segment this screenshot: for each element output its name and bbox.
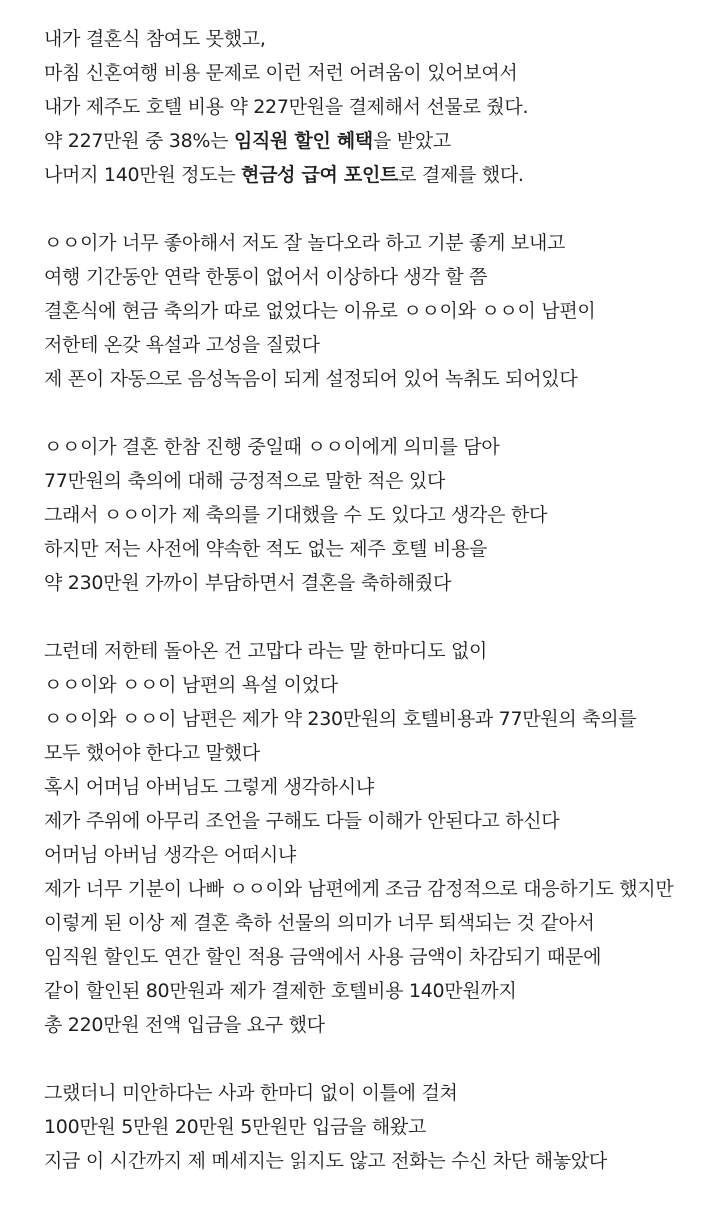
text-line <box>44 1144 712 1178</box>
text-segment: 제가 너무 기분이 나빠 ㅇㅇ이와 남편에게 조금 감정적으로 대응하기도 했지만 <box>44 878 674 900</box>
text-segment: 같이 할인된 80만원과 제가 결제한 호텔비용 140만원까지 <box>44 980 517 1002</box>
text-line <box>44 430 712 464</box>
text-line <box>44 328 712 362</box>
text-segment: 100만원 5만원 20만원 5만원만 입금을 해왔고 <box>44 1116 427 1138</box>
emphasized-text: 현금성 급여 포인트 <box>241 164 399 186</box>
text-line <box>44 974 712 1008</box>
text-segment: 이렇게 된 이상 제 결혼 축하 선물의 의미가 너무 퇴색되는 것 같아서 <box>44 912 595 934</box>
text-segment: ㅇㅇ이와 ㅇㅇ이 남편은 제가 약 230만원의 호텔비용과 77만원의 축의를 <box>44 708 637 730</box>
text-segment: 제 폰이 자동으로 음성녹음이 되게 설정되어 있어 녹취도 되어있다 <box>44 368 578 390</box>
text-segment: 내가 제주도 호텔 비용 약 227만원을 결제해서 선물로 줬다. <box>44 96 529 118</box>
text-line <box>44 702 712 736</box>
text-line <box>44 1008 712 1042</box>
text-segment: 로 결제를 했다. <box>398 164 524 186</box>
text-line <box>44 1076 712 1110</box>
text-segment: ㅇㅇ이와 ㅇㅇ이 남편의 욕설 이었다 <box>44 674 338 696</box>
text-segment: ㅇㅇ이가 결혼 한참 진행 중일때 ㅇㅇ이에게 의미를 담아 <box>44 436 500 458</box>
text-line <box>44 532 712 566</box>
text-segment: 지금 이 시간까지 제 메세지는 읽지도 않고 전화는 수신 차단 해놓았다 <box>44 1150 607 1172</box>
paragraph <box>44 1076 712 1178</box>
emphasized-text: 임직원 할인 혜택 <box>233 130 373 152</box>
text-segment: 을 받았고 <box>372 130 451 152</box>
text-line <box>44 56 712 90</box>
text-line <box>44 668 712 702</box>
paragraph <box>44 872 712 1042</box>
paragraph <box>44 430 712 600</box>
text-line <box>44 736 712 770</box>
text-segment: 임직원 할인도 연간 할인 적용 금액에서 사용 금액이 차감되기 때문에 <box>44 946 602 968</box>
text-line <box>44 634 712 668</box>
text-segment: 마침 신혼여행 비용 문제로 이런 저런 어려움이 있어보여서 <box>44 62 518 84</box>
text-segment: ㅇㅇ이가 너무 좋아해서 저도 잘 놀다오라 하고 기분 좋게 보내고 <box>44 232 566 254</box>
text-segment: 저한테 온갖 욕설과 고성을 질렀다 <box>44 334 320 356</box>
text-segment: 결혼식에 현금 축의가 따로 없었다는 이유로 ㅇㅇ이와 ㅇㅇ이 남편이 <box>44 300 596 322</box>
text-line <box>44 260 712 294</box>
text-segment: 그랬더니 미안하다는 사과 한마디 없이 이틀에 걸쳐 <box>44 1082 458 1104</box>
text-segment: 모두 했어야 한다고 말했다 <box>44 742 260 764</box>
text-line <box>44 872 712 906</box>
text-segment: 약 227만원 중 38%는 <box>44 130 234 152</box>
text-line <box>44 362 712 396</box>
text-line <box>44 566 712 600</box>
text-segment: 어머님 아버님 생각은 어떠시냐 <box>44 844 296 866</box>
text-line <box>44 838 712 872</box>
text-segment: 여행 기간동안 연락 한통이 없어서 이상하다 생각 할 쯤 <box>44 266 488 288</box>
text-line <box>44 90 712 124</box>
text-line <box>44 804 712 838</box>
text-segment: 나머지 140만원 정도는 <box>44 164 242 186</box>
text-line <box>44 124 712 158</box>
text-segment: 하지만 저는 사전에 약속한 적도 없는 제주 호텔 비용을 <box>44 538 488 560</box>
text-segment: 혹시 어머님 아버님도 그렇게 생각하시냐 <box>44 776 374 798</box>
text-line <box>44 158 712 192</box>
paragraph <box>44 22 712 192</box>
text-line <box>44 1110 712 1144</box>
text-line <box>44 906 712 940</box>
text-segment: 제가 주위에 아무리 조언을 구해도 다들 이해가 안된다고 하신다 <box>44 810 560 832</box>
text-line <box>44 498 712 532</box>
text-line <box>44 226 712 260</box>
text-line <box>44 464 712 498</box>
paragraph <box>44 226 712 396</box>
text-segment: 약 230만원 가까이 부담하면서 결혼을 축하해줬다 <box>44 572 452 594</box>
text-segment: 내가 결혼식 참여도 못했고, <box>44 28 266 50</box>
text-segment: 그래서 ㅇㅇ이가 제 축의를 기대했을 수 도 있다고 생각은 한다 <box>44 504 548 526</box>
text-line <box>44 22 712 56</box>
text-line <box>44 940 712 974</box>
text-line <box>44 294 712 328</box>
paragraph <box>44 634 712 872</box>
text-line <box>44 770 712 804</box>
text-segment: 그런데 저한테 돌아온 건 고맙다 라는 말 한마디도 없이 <box>44 640 488 662</box>
text-segment: 총 220만원 전액 입금을 요구 했다 <box>44 1014 325 1036</box>
text-segment: 77만원의 축의에 대해 긍정적으로 말한 적은 있다 <box>44 470 446 492</box>
